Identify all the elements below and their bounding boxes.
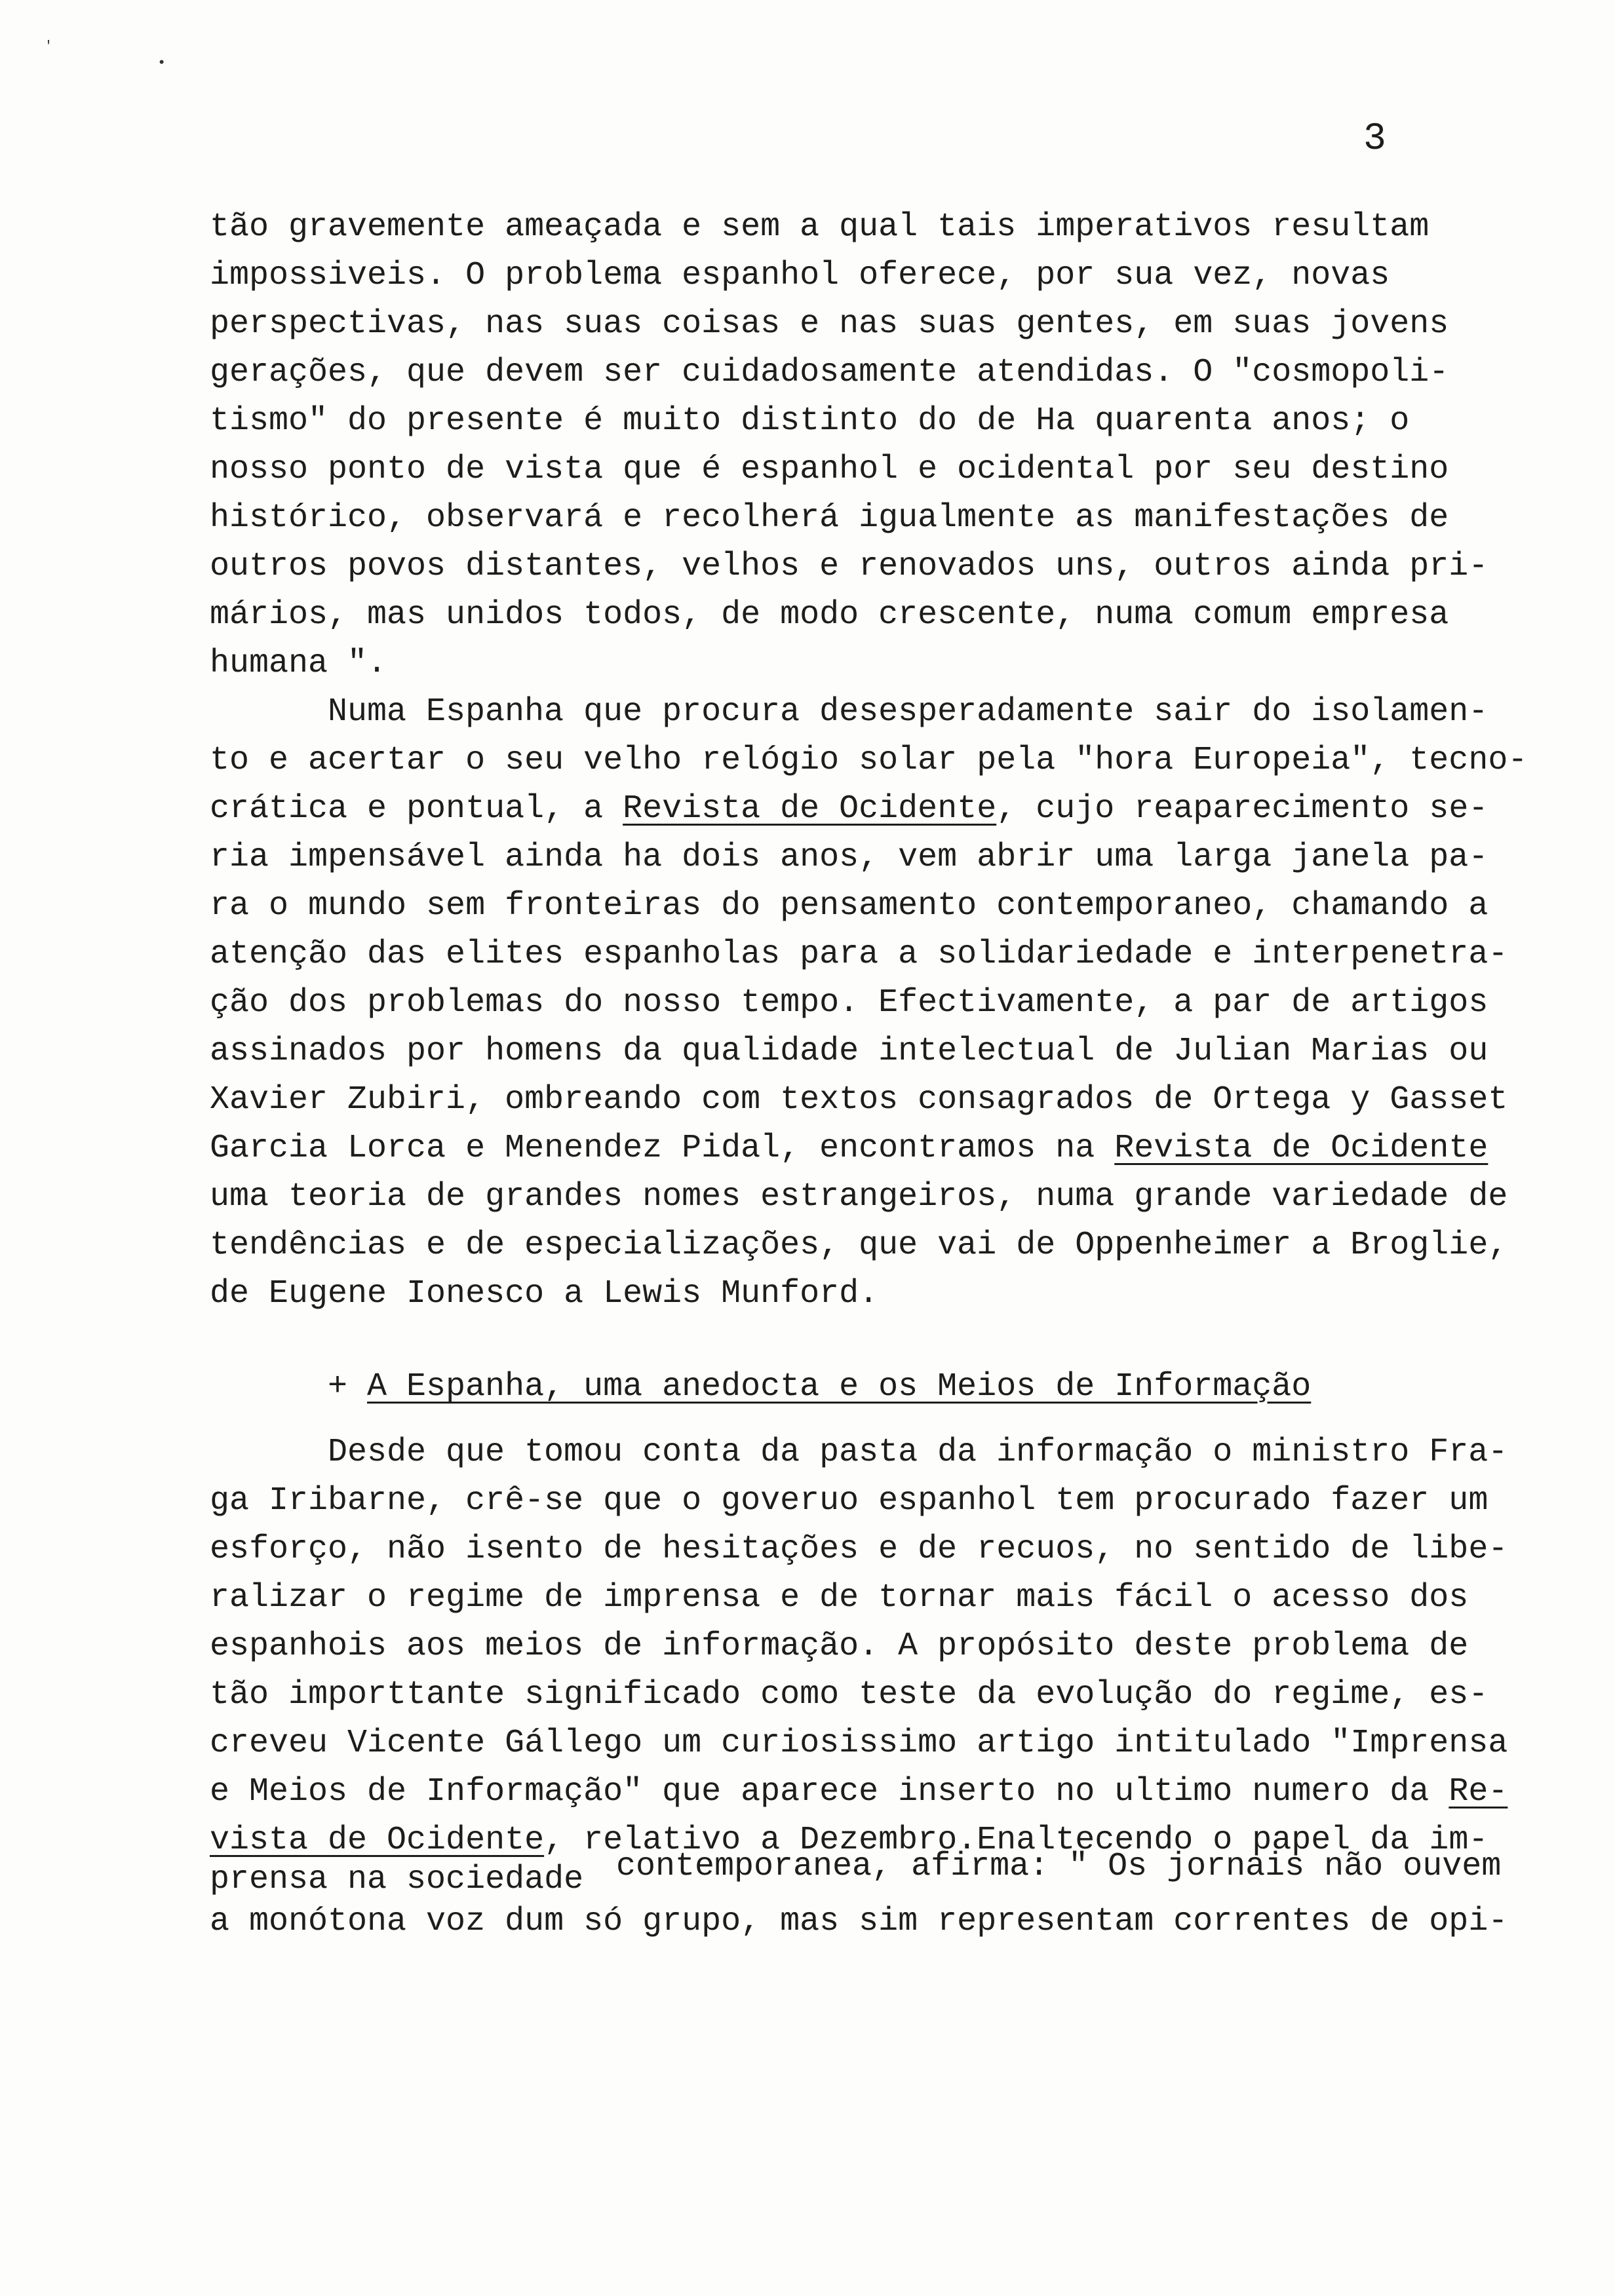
heading-text: A Espanha, uma anedocta e os Meios de Informação (367, 1368, 1312, 1406)
journal-title: Re- (1449, 1773, 1508, 1810)
text-line: tão gravemente ameaçada e sem a qual tais imperativos resultam (210, 208, 1430, 246)
text-line: to e acertar o seu velho relógio solar pela "hora Europeia", tecno- (210, 742, 1528, 779)
text-line: nosso ponto de vista que é espanhol e ocidental por seu destino (210, 451, 1449, 488)
text-line: a monótona voz dum só grupo, mas sim representam correntes de opi- (210, 1903, 1508, 1940)
text-line: de Eugene Ionesco a Lewis Munford. (210, 1275, 879, 1312)
text-line: ga Iribarne, crê-se que o goveruo espanhol tem procurado fazer um (210, 1482, 1489, 1520)
journal-title: Revista de Ocidente (623, 790, 997, 828)
text-line: contemporanea, afirma: " Os jornais não ouvem (616, 1848, 1502, 1885)
text-line: Xavier Zubiri, ombreando com textos consagrados de Ortega y Gasset (210, 1081, 1508, 1119)
text-line: tismo" do presente é muito distinto do de Ha quarenta anos; o (210, 402, 1410, 440)
text-line: tendências e de especializações, que vai de Oppenheimer a Broglie, (210, 1227, 1508, 1264)
text-line: ralizar o regime de imprensa e de tornar mais fácil o acesso dos (210, 1579, 1469, 1617)
text-run: , relativo a Dezembro.Enaltecendo o papel da im- (544, 1822, 1489, 1859)
text-line: Numa Espanha que procura desesperadamente sair do isolamen- (328, 693, 1489, 731)
text-line: assinados por homens da qualidade intelectual de Julian Marias ou (210, 1033, 1489, 1070)
journal-title: Revista de Ocidente (1114, 1130, 1489, 1167)
scan-mark: ′ (45, 39, 53, 54)
text-run: Garcia Lorca e Menendez Pidal, encontramos na (210, 1130, 1115, 1167)
text-line: esforço, não isento de hesitações e de recuos, no sentido de libe- (210, 1531, 1508, 1568)
text-line: uma teoria de grandes nomes estrangeiros, numa grande variedade de (210, 1178, 1508, 1215)
text-line (210, 785, 1488, 833)
text-line: creveu Vicente Gállego um curiosissimo artigo intitulado "Imprensa (210, 1725, 1508, 1762)
text-line: atenção das elites espanholas para a solidariedade e interpenetra- (210, 936, 1508, 973)
text-line: perspectivas, nas suas coisas e nas suas gentes, em suas jovens (210, 305, 1449, 343)
scan-mark: • (157, 55, 166, 71)
text-line: espanhois aos meios de informação. A propósito deste problema de (210, 1628, 1469, 1665)
text-line: mários, mas unidos todos, de modo crescente, numa comum empresa (210, 596, 1449, 634)
text-line: Desde que tomou conta da pasta da informação o ministro Fra- (328, 1434, 1508, 1471)
text-run: crática e pontual, a (210, 790, 623, 828)
text-line: humana ". (210, 645, 387, 682)
text-line: outros povos distantes, velhos e renovados uns, outros ainda pri- (210, 548, 1489, 585)
text-line: prensa na sociedade (210, 1861, 584, 1898)
text-line: ria impensável ainda ha dois anos, vem abrir uma larga janela pa- (210, 839, 1489, 876)
text-line: ção dos problemas do nosso tempo. Efectivamente, a par de artigos (210, 984, 1489, 1022)
text-line (210, 1124, 1488, 1173)
text-line: ra o mundo sem fronteiras do pensamento contemporaneo, chamando a (210, 887, 1489, 925)
journal-title: vista de Ocidente (210, 1822, 545, 1859)
text-line: tão importtante significado como teste da evolução do regime, es- (210, 1676, 1489, 1713)
text-line: gerações, que devem ser cuidadosamente atendidas. O "cosmopoli- (210, 354, 1449, 391)
page-number: 3 (1363, 118, 1386, 161)
text-run: e Meios de Informação" que aparece inserto no ultimo numero da (210, 1773, 1449, 1810)
text-line: histórico, observará e recolherá igualmente as manifestações de (210, 499, 1449, 537)
text-run: , cujo reaparecimento se- (996, 790, 1489, 828)
section-heading (328, 1363, 1311, 1411)
text-line: impossiveis. O problema espanhol oferece, por sua vez, novas (210, 257, 1390, 294)
heading-bullet: + (328, 1368, 348, 1406)
text-line (210, 1768, 1508, 1816)
